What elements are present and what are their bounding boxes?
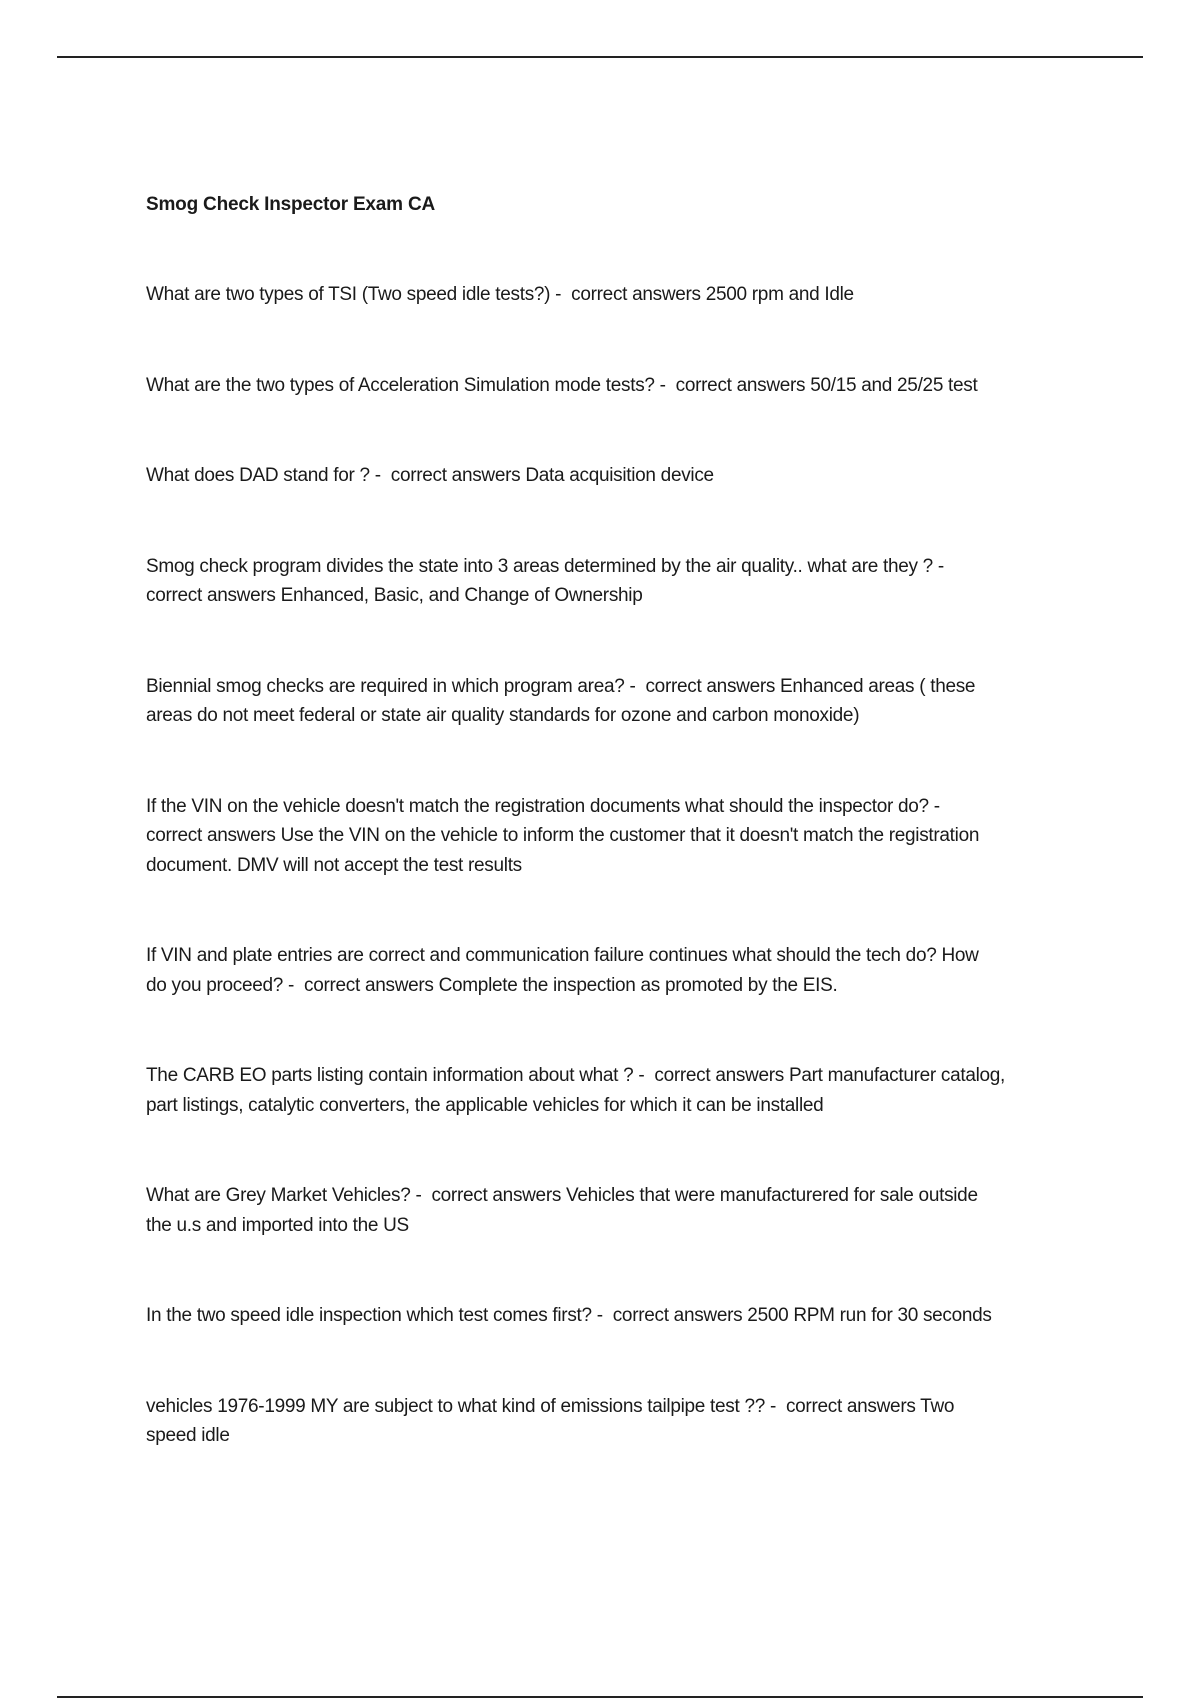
- qa-item: If the VIN on the vehicle doesn't match the registration documents what should the inspector do? - correct answers Use the VIN on the vehicle to inform the customer that it doesn't match the registration document. DMV will not accept the test results: [146, 795, 980, 876]
- document-body: [146, 190, 1096, 1512]
- qa-item: What are two types of TSI (Two speed idle tests?) - correct answers 2500 rpm and Idle: [146, 284, 854, 305]
- qa-item: The CARB EO parts listing contain information about what ? - correct answers Part manufacturer catalog, part listings, catalytic converters, the applicable vehicles for which it can be installed: [146, 1065, 1006, 1116]
- qa-item: In the two speed idle inspection which test comes first? - correct answers 2500 RPM run for 30 seconds: [146, 1305, 992, 1326]
- qa-item: Smog check program divides the state into 3 areas determined by the air quality.. what are they ? - correct answers Enhanced, Basic, and Change of Ownership: [146, 555, 944, 606]
- qa-item: What are the two types of Acceleration Simulation mode tests? - correct answers 50/15 and 25/25 test: [146, 374, 978, 396]
- header-rule: [57, 56, 1143, 58]
- qa-item: Biennial smog checks are required in which program area? - correct answers Enhanced areas ( these areas do not meet federal or state air quality standards for ozone and carbon monoxide): [146, 675, 976, 726]
- qa-item: vehicles 1976-1999 MY are subject to what kind of emissions tailpipe test ?? - correct answers Two speed idle: [146, 1395, 955, 1446]
- qa-item: If VIN and plate entries are correct and communication failure continues what should the tech do? How do you proceed? - correct answers Complete the inspection as promoted by the EIS.: [146, 945, 979, 996]
- qa-item: What are Grey Market Vehicles? - correct answers Vehicles that were manufacturered for sale outside the u.s and imported into the US: [146, 1185, 978, 1236]
- qa-item: What does DAD stand for ? - correct answers Data acquisition device: [146, 465, 714, 486]
- footer-rule: [57, 1696, 1143, 1698]
- document-title: Smog Check Inspector Exam CA: [146, 194, 435, 215]
